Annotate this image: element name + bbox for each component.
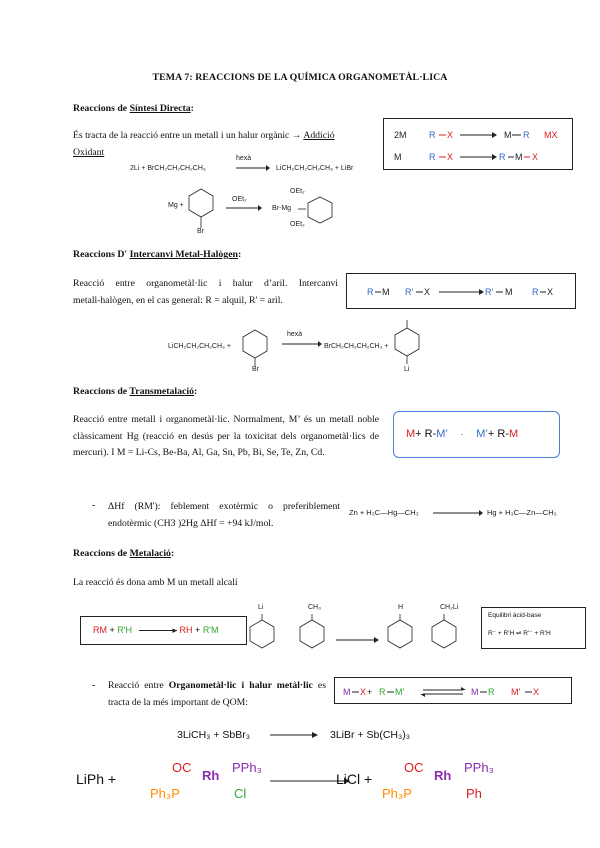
- heading-suffix: :: [194, 386, 198, 397]
- bromobenzene-br: Br: [197, 228, 204, 235]
- qom-pre: Reacció entre: [108, 680, 169, 691]
- rx1-condition: hexà: [236, 155, 252, 162]
- heading-prefix: Reaccions de: [73, 103, 130, 114]
- box1-r4: R: [499, 152, 506, 162]
- exchange-phenyllithium: [392, 318, 422, 370]
- qom-scheme: [335, 678, 573, 705]
- box1-x2: X: [447, 152, 454, 162]
- box1-m: M: [504, 130, 512, 140]
- heading-suffix: :: [170, 548, 175, 559]
- zn-products: Hg + H₃C—Zn—CH₃: [487, 508, 557, 517]
- rh1-cl: Cl: [234, 786, 247, 801]
- sb-products: 3LiBr + Sb(CH₃)₃: [330, 729, 411, 741]
- sb-arrow: [270, 730, 318, 740]
- rh1-oc: OC: [172, 760, 192, 775]
- heading-underlined: Intercanvi Metal‑Halògen: [129, 249, 238, 260]
- box1-mx: MX: [544, 130, 558, 140]
- tm-m2: M’: [476, 428, 488, 440]
- exchange-li: Li: [404, 366, 410, 373]
- met-rh2: RH: [179, 625, 193, 635]
- ex-x: X: [424, 287, 431, 297]
- box1-x: X: [447, 130, 454, 140]
- exchange-scheme: [347, 274, 577, 310]
- heading-sintesi-directa: Reaccions de Síntesi Directa:: [73, 103, 194, 114]
- box1-m3: M: [515, 152, 523, 162]
- exchange-box: [346, 273, 576, 309]
- rh2-ph: Ph: [466, 786, 482, 801]
- qom-r2: R: [488, 687, 495, 697]
- qom-box: [334, 677, 572, 704]
- qom-m1: M': [395, 687, 405, 697]
- metalation-ch3: CH₃: [308, 604, 321, 611]
- rh1-pph3: PPh₃: [232, 760, 262, 775]
- exchange-rx-left: LiCH₂CH₂CH₂CH₃ +: [168, 343, 231, 350]
- bullet-marker: -: [92, 500, 96, 511]
- exchange-br: Br: [252, 366, 259, 373]
- met-rm: RM: [93, 625, 107, 635]
- rh1-ph3p: Ph₃P: [150, 786, 180, 801]
- qom-bold: Organometàl·lic i halur metàl·lic: [168, 680, 313, 691]
- acid-base-equation: R⁻ + R'H ⇌ R'⁻ + R'H: [488, 630, 551, 637]
- rx1-reactants: 2Li + BrCH₂CH₂CH₂CH₃: [130, 165, 206, 172]
- qom-plus: +: [367, 687, 373, 697]
- met-plus2: +: [192, 625, 203, 635]
- heading-transmetalacio: [73, 386, 197, 397]
- heading-prefix: Reaccions D': [73, 249, 130, 260]
- tm-m: M: [406, 428, 416, 440]
- heading-underlined: Transmetalació: [129, 386, 194, 397]
- qom-m: M: [343, 687, 351, 697]
- ex-r3: R: [532, 287, 539, 297]
- transmetalation-box: M+ R‑M’ · M’+ R‑M: [393, 411, 560, 458]
- mg-reactant: Mg +: [168, 202, 184, 209]
- brmg-label: Br‑Mg: [272, 205, 292, 212]
- oet2-condition: OEt₂: [232, 196, 247, 203]
- oet2-bottom: OEt₂: [290, 221, 305, 228]
- met-rm2: R'M: [202, 625, 219, 635]
- box1-x3: X: [532, 152, 539, 162]
- met-plus: +: [107, 625, 118, 635]
- ex-r1: R': [405, 287, 414, 297]
- metalation-li: Li: [258, 604, 264, 611]
- metalation-structures: [240, 612, 480, 662]
- liph-reactant: LiPh +: [76, 771, 117, 787]
- metalation-box: RM + R'H ▸ RH + R'M: [80, 616, 247, 645]
- qom-r: R: [379, 687, 386, 697]
- rh1-rh: Rh: [202, 768, 220, 783]
- oxidant-link[interactable]: Oxidant: [73, 146, 105, 158]
- qom-m3: M': [511, 687, 521, 697]
- rh2-pph3: PPh₃: [464, 760, 494, 775]
- zn-reactants: Zn + H₃C—Hg—CH₃: [349, 508, 419, 517]
- bullet-marker: -: [92, 680, 96, 691]
- qom-bullet-text: [108, 678, 326, 711]
- oxidative-addition-scheme: [384, 119, 574, 171]
- ex-x2: X: [547, 287, 554, 297]
- oet2-top: OEt₂: [290, 188, 305, 195]
- box1-m2: M: [394, 152, 402, 162]
- qom-post: es tracta de la més important de QOM:: [108, 680, 326, 708]
- box1-r2: R: [523, 130, 530, 140]
- tm-m1: M’: [436, 428, 448, 440]
- heading-intercanvi: [73, 249, 241, 260]
- page-title: TEMA 7: REACCIONS DE LA QUÍMICA ORGANOMETÀL·LICA: [152, 72, 448, 83]
- acid-base-left: R⁻ + R'H: [488, 630, 515, 637]
- mg-arrow: [226, 204, 262, 212]
- rh2-rh: Rh: [434, 768, 452, 783]
- tm-plus2: + R‑: [487, 428, 509, 440]
- intercanvi-paragraph: Reacció entre organometàl·lic i halur d’aril. Intercanvi metall‑halògen, en el cas general: R = alquil, R' = aril.: [73, 278, 338, 306]
- heading-prefix: Reaccions de: [73, 386, 130, 397]
- acid-base-box: [481, 607, 586, 649]
- rh-complex-product: [382, 760, 512, 820]
- acid-base-title: Equilibri àcid‑base: [488, 612, 542, 619]
- rx1-products: LiCH₂CH₂CH₂CH₃ + LiBr: [276, 165, 354, 172]
- acid-base-right: R'⁻ + R'H: [523, 630, 551, 637]
- ex-r2: R': [485, 287, 494, 297]
- box1-2m: 2M: [394, 130, 407, 140]
- exchange-arrow: [282, 340, 322, 348]
- qom-m2: M: [471, 687, 479, 697]
- transmetalacio-paragraph: Reacció entre metall i organometàl·lic. Normalment, M’ és un metall noble clàssicament Hg (reacció en desús per la toxicitat dels organometàl·lics de mercuri). I M = Li‑Cs, Be‑Ba, Al, Ga, Sn, Pb, Bi, Se, Te, Zn, Cd.: [73, 414, 379, 458]
- rh2-oc: OC: [404, 760, 424, 775]
- zn-arrow: [433, 509, 483, 517]
- box1-r3: R: [429, 152, 436, 162]
- sintesi-paragraph: [73, 128, 383, 161]
- ex-m: M: [382, 287, 390, 297]
- qom-x: X: [360, 687, 367, 697]
- metalation-h: H: [398, 604, 404, 611]
- heading-suffix: :: [238, 249, 242, 260]
- hf-bullet-text: ΔHf (RM'): feblement exotèrmic o preferiblement endotèrmic (CH3 )2Hg ΔHf = +94 kJ/mol.: [108, 501, 340, 529]
- qom-x2: X: [533, 687, 540, 697]
- heading-underlined: Metalació: [129, 548, 171, 559]
- box1-r: R: [429, 130, 436, 140]
- ex-r: R: [367, 287, 374, 297]
- rh2-ph3p: Ph₃P: [382, 786, 412, 801]
- sb-reactants: 3LiCH₃ + SbBr₃: [177, 729, 251, 741]
- sintesi-text: És tracta de la reacció entre un metall i un halur orgànic →: [73, 130, 304, 141]
- oxidative-addition-box: [383, 118, 573, 170]
- addicio-link[interactable]: Addició: [303, 130, 335, 141]
- metalation-ch2li: CH₂Li: [440, 604, 459, 611]
- tm-plus1: + R‑: [415, 428, 437, 440]
- licl-product: LiCl +: [336, 771, 373, 787]
- exchange-condition: hexà: [287, 331, 303, 338]
- metalacio-paragraph: La reacció és dona amb M un metall alcalí: [73, 577, 238, 588]
- met-rh: R'H: [117, 625, 132, 635]
- heading-metalacio: [73, 548, 174, 559]
- heading-prefix: Reaccions de: [73, 548, 130, 559]
- rx1-arrow: [236, 164, 270, 172]
- exchange-rx-mid: BrCH₂CH₂CH₂CH₃ +: [324, 343, 389, 350]
- tm-m3: M: [508, 428, 519, 440]
- ex-m2: M: [505, 287, 513, 297]
- heading-underlined: Síntesi Directa: [129, 103, 191, 114]
- rh-complex-reactant: [150, 760, 280, 820]
